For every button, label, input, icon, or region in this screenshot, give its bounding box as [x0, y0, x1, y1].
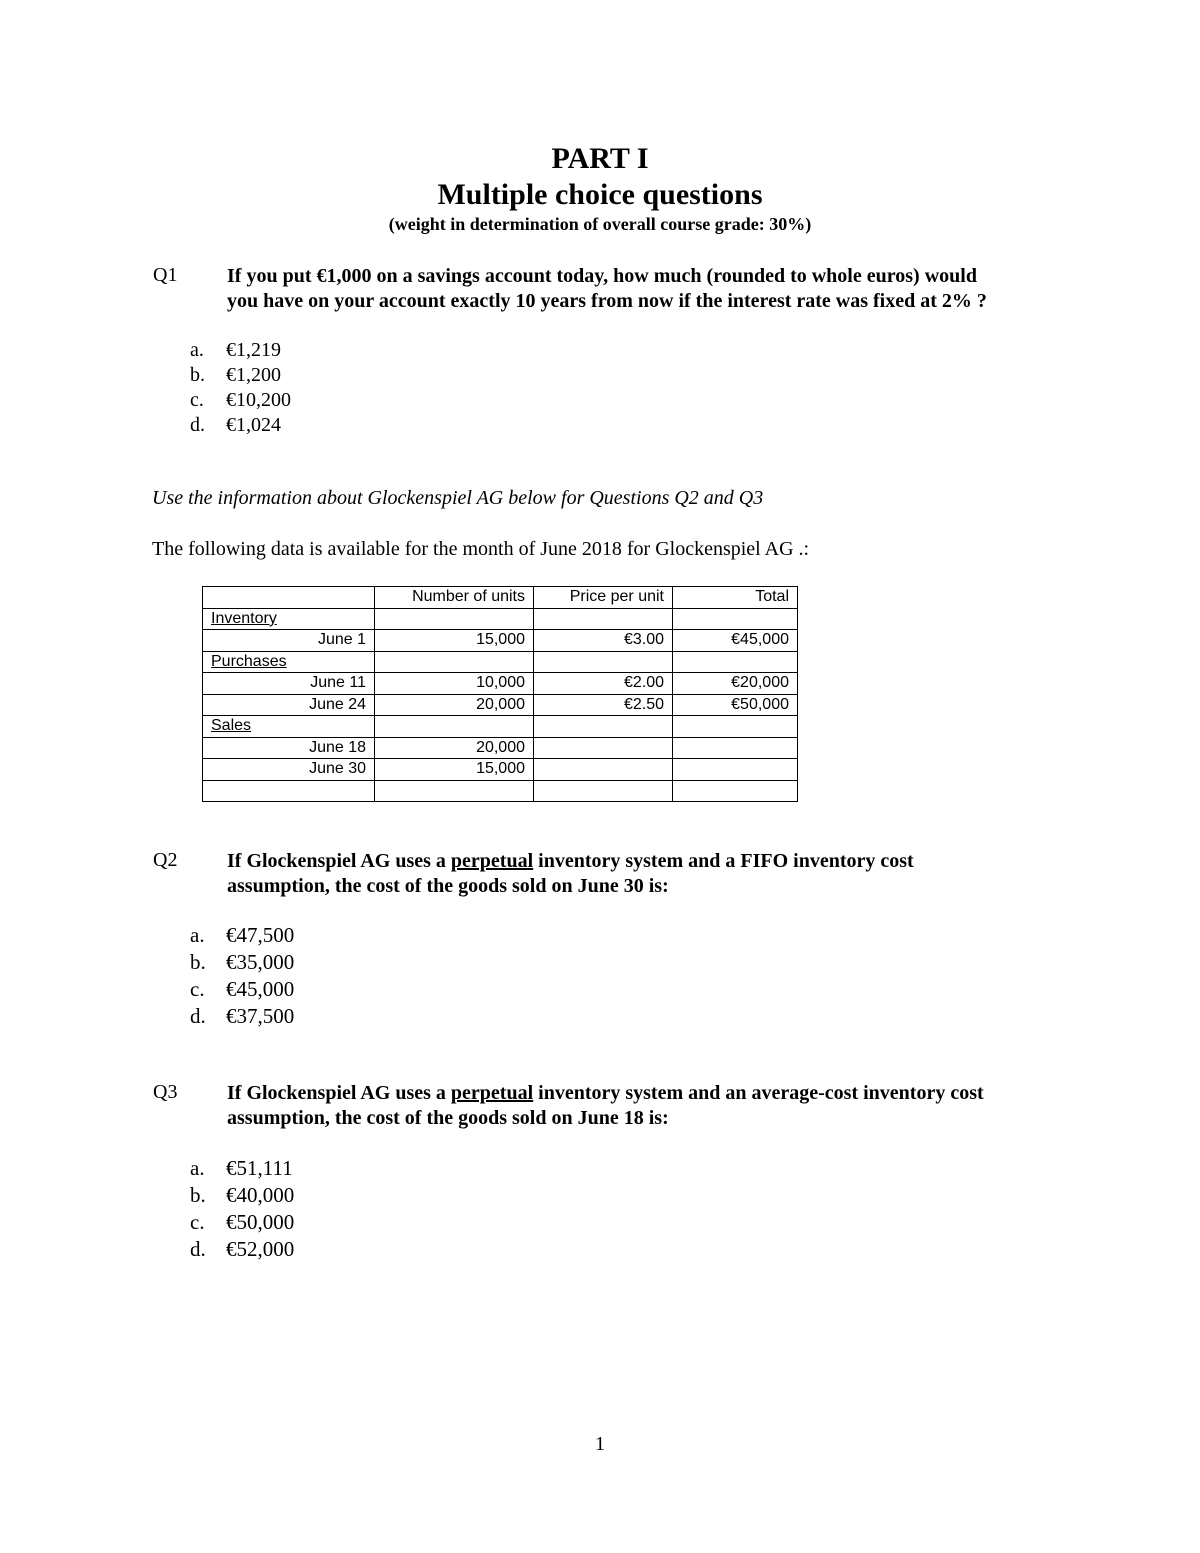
q2-text	[227, 849, 1057, 899]
page-title: Multiple choice questions	[437, 178, 763, 211]
option-letter: a.	[190, 339, 204, 361]
option-letter: a.	[190, 1156, 205, 1180]
table-row	[203, 694, 798, 716]
option-letter: c.	[190, 389, 204, 411]
option-text: €40,000	[226, 1183, 295, 1207]
row-total: €20,000	[673, 673, 798, 695]
option-letter: d.	[190, 414, 205, 436]
section-label-purchases: Purchases	[203, 651, 375, 673]
row-date: June 1	[203, 630, 375, 652]
option-letter: c.	[190, 977, 205, 1001]
row-date: June 18	[203, 737, 375, 759]
q2-option-d[interactable]	[190, 1003, 294, 1030]
option-letter: d.	[190, 1237, 206, 1261]
option-text: €52,000	[226, 1237, 295, 1261]
q1-option-a[interactable]	[190, 338, 291, 363]
q1-line-1: If you put €1,000 on a savings account today, how much (rounded to whole euros) would	[227, 265, 977, 287]
option-letter: b.	[190, 950, 206, 974]
row-units: 20,000	[375, 737, 534, 759]
weight-note: (weight in determination of overall course grade: 30%)	[388, 214, 812, 234]
q1-option-c[interactable]	[190, 388, 291, 413]
table-row	[203, 759, 798, 781]
q2-line-1: If Glockenspiel AG uses a perpetual inventory system and a FIFO inventory cost	[227, 850, 914, 872]
row-units: 15,000	[375, 630, 534, 652]
table-header-cell: Number of units	[375, 587, 534, 609]
row-date: June 24	[203, 694, 375, 716]
option-text: €51,111	[226, 1156, 293, 1180]
table-section-row	[203, 716, 798, 738]
q2-options	[190, 922, 294, 1030]
table-section-row	[203, 608, 798, 630]
page-number: 1	[595, 1433, 605, 1455]
table-empty-row	[203, 780, 798, 802]
option-text: €10,200	[226, 389, 291, 411]
data-lead-sentence: The following data is available for the month of June 2018 for Glockenspiel AG .:	[152, 538, 810, 560]
row-price: €2.00	[534, 673, 673, 695]
q2-option-c[interactable]	[190, 976, 294, 1003]
row-total	[673, 759, 798, 781]
row-price: €3.00	[534, 630, 673, 652]
q1-option-d[interactable]	[190, 413, 291, 438]
q3-option-a[interactable]	[190, 1155, 294, 1182]
option-text: €50,000	[226, 1210, 295, 1234]
table-header-cell	[203, 587, 375, 609]
table-header-cell: Price per unit	[534, 587, 673, 609]
option-letter: a.	[190, 923, 205, 947]
row-price	[534, 759, 673, 781]
option-letter: b.	[190, 1183, 206, 1207]
q3-underlined-term: perpetual	[450, 1082, 534, 1104]
q1-line-2: you have on your account exactly 10 years from now if the interest rate was fixed at 2% ?	[227, 290, 987, 312]
q2-option-a[interactable]	[190, 922, 294, 949]
q1-text	[227, 264, 1057, 314]
option-text: €35,000	[226, 950, 295, 974]
q1-option-b[interactable]	[190, 363, 291, 388]
table-header-cell: Total	[673, 587, 798, 609]
q3-line-2: assumption, the cost of the goods sold on June 18 is:	[227, 1107, 669, 1129]
q2-option-b[interactable]	[190, 949, 294, 976]
table-row	[203, 673, 798, 695]
table-row	[203, 630, 798, 652]
row-total: €45,000	[673, 630, 798, 652]
option-text: €45,000	[226, 977, 295, 1001]
inventory-data-table	[202, 586, 798, 802]
q3-number: Q3	[153, 1081, 178, 1103]
q3-option-d[interactable]	[190, 1236, 294, 1263]
option-letter: d.	[190, 1004, 206, 1028]
section-label-sales: Sales	[203, 716, 375, 738]
row-units: 15,000	[375, 759, 534, 781]
option-text: €37,500	[226, 1004, 295, 1028]
option-letter: c.	[190, 1210, 205, 1234]
row-price	[534, 737, 673, 759]
option-text: €1,024	[226, 414, 281, 436]
row-units: 20,000	[375, 694, 534, 716]
row-date: June 11	[203, 673, 375, 695]
q1-number: Q1	[153, 264, 178, 286]
q3-text	[227, 1081, 1057, 1131]
q3-options	[190, 1155, 294, 1263]
q3-line-1: If Glockenspiel AG uses a perpetual inventory system and an average-cost inventory cost	[227, 1082, 984, 1104]
q2-line-2: assumption, the cost of the goods sold on June 30 is:	[227, 875, 669, 897]
option-text: €47,500	[226, 923, 295, 947]
row-units: 10,000	[375, 673, 534, 695]
row-total: €50,000	[673, 694, 798, 716]
table-header-row	[203, 587, 798, 609]
q3-option-c[interactable]	[190, 1209, 294, 1236]
section-label-inventory: Inventory	[203, 608, 375, 630]
row-price: €2.50	[534, 694, 673, 716]
shared-info-note: Use the information about Glockenspiel AG below for Questions Q2 and Q3	[152, 487, 764, 509]
part-heading: PART I	[551, 142, 649, 175]
table-section-row	[203, 651, 798, 673]
q2-number: Q2	[153, 849, 178, 871]
option-letter: b.	[190, 364, 205, 386]
row-date: June 30	[203, 759, 375, 781]
option-text: €1,219	[226, 339, 281, 361]
table-row	[203, 737, 798, 759]
option-text: €1,200	[226, 364, 281, 386]
q3-option-b[interactable]	[190, 1182, 294, 1209]
row-total	[673, 737, 798, 759]
q2-underlined-term: perpetual	[450, 850, 534, 872]
q1-options	[190, 338, 291, 438]
